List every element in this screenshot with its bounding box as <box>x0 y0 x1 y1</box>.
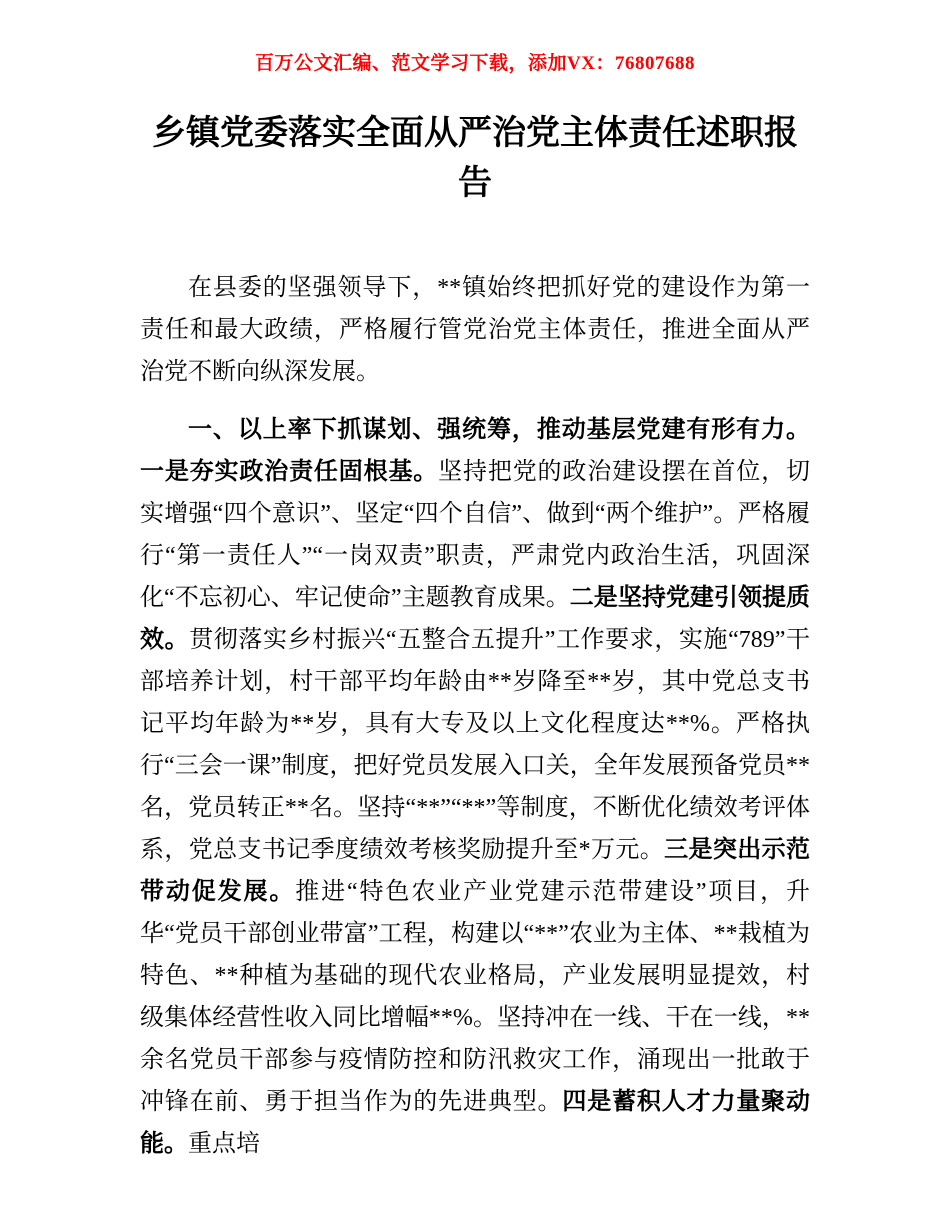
text-run: 推进“特色农业产业党建示范带建设”项目，升华“党员干部创业带富”工程，构建以“**”农业为主体、**栽植为特色、**种植为基础的现代农业格局，产业发展明显提效，村级集体经营性收入同比增幅**%。坚持冲在一线、干在一线，**余名党员干部参与疫情防控和防汛救灾工作，涌现出一批敢于冲锋在前、勇于担当作为的先进典型。 <box>140 879 811 1115</box>
text-run: 重点培 <box>188 1131 260 1157</box>
paragraph <box>140 409 810 1165</box>
bold-text-run: 四是蓄积人才力量聚动能。 <box>140 1089 811 1157</box>
bold-text-run: 三是突出示范带动促发展。 <box>140 837 811 905</box>
document-body <box>140 267 810 1165</box>
text-run: 贯彻落实乡村振兴“五整合五提升”工作要求，实施“789”干部培养计划，村干部平均年龄由**岁降至**岁，其中党总支书记平均年龄为**岁，具有大专及以上文化程度达**%。严格执行“三会一课”制度，把好党员发展入口关，全年发展预备党员**名，党员转正**名。坚持“**”“**”等制度，不断优化绩效考评体系，党总支书记季度绩效考核奖励提升至*万元。 <box>140 627 811 863</box>
bold-text-run: 一、以上率下抓谋划、强统筹，推动基层党建有形有力。一是夯实政治责任固根基。 <box>140 417 810 485</box>
bold-text-run: 二是坚持党建引领提质效。 <box>140 585 811 653</box>
text-run: 在县委的坚强领导下，**镇始终把抓好党的建设作为第一责任和最大政绩，严格履行管党治党主体责任，推进全面从严治党不断向纵深发展。 <box>140 275 810 385</box>
paragraph <box>140 267 810 393</box>
watermark-header: 百万公文汇编、范文学习下载，添加VX：76807688 <box>255 53 695 74</box>
document-title: 乡镇党委落实全面从严治党主体责任述职报告 <box>152 115 798 202</box>
text-run: 坚持把党的政治建设摆在首位，切实增强“四个意识”、坚定“四个自信”、做到“两个维护”。严格履行“第一责任人”“一岗双责”职责，严肃党内政治生活，巩固深化“不忘初心、牢记使命”主题教育成果。 <box>140 459 811 611</box>
